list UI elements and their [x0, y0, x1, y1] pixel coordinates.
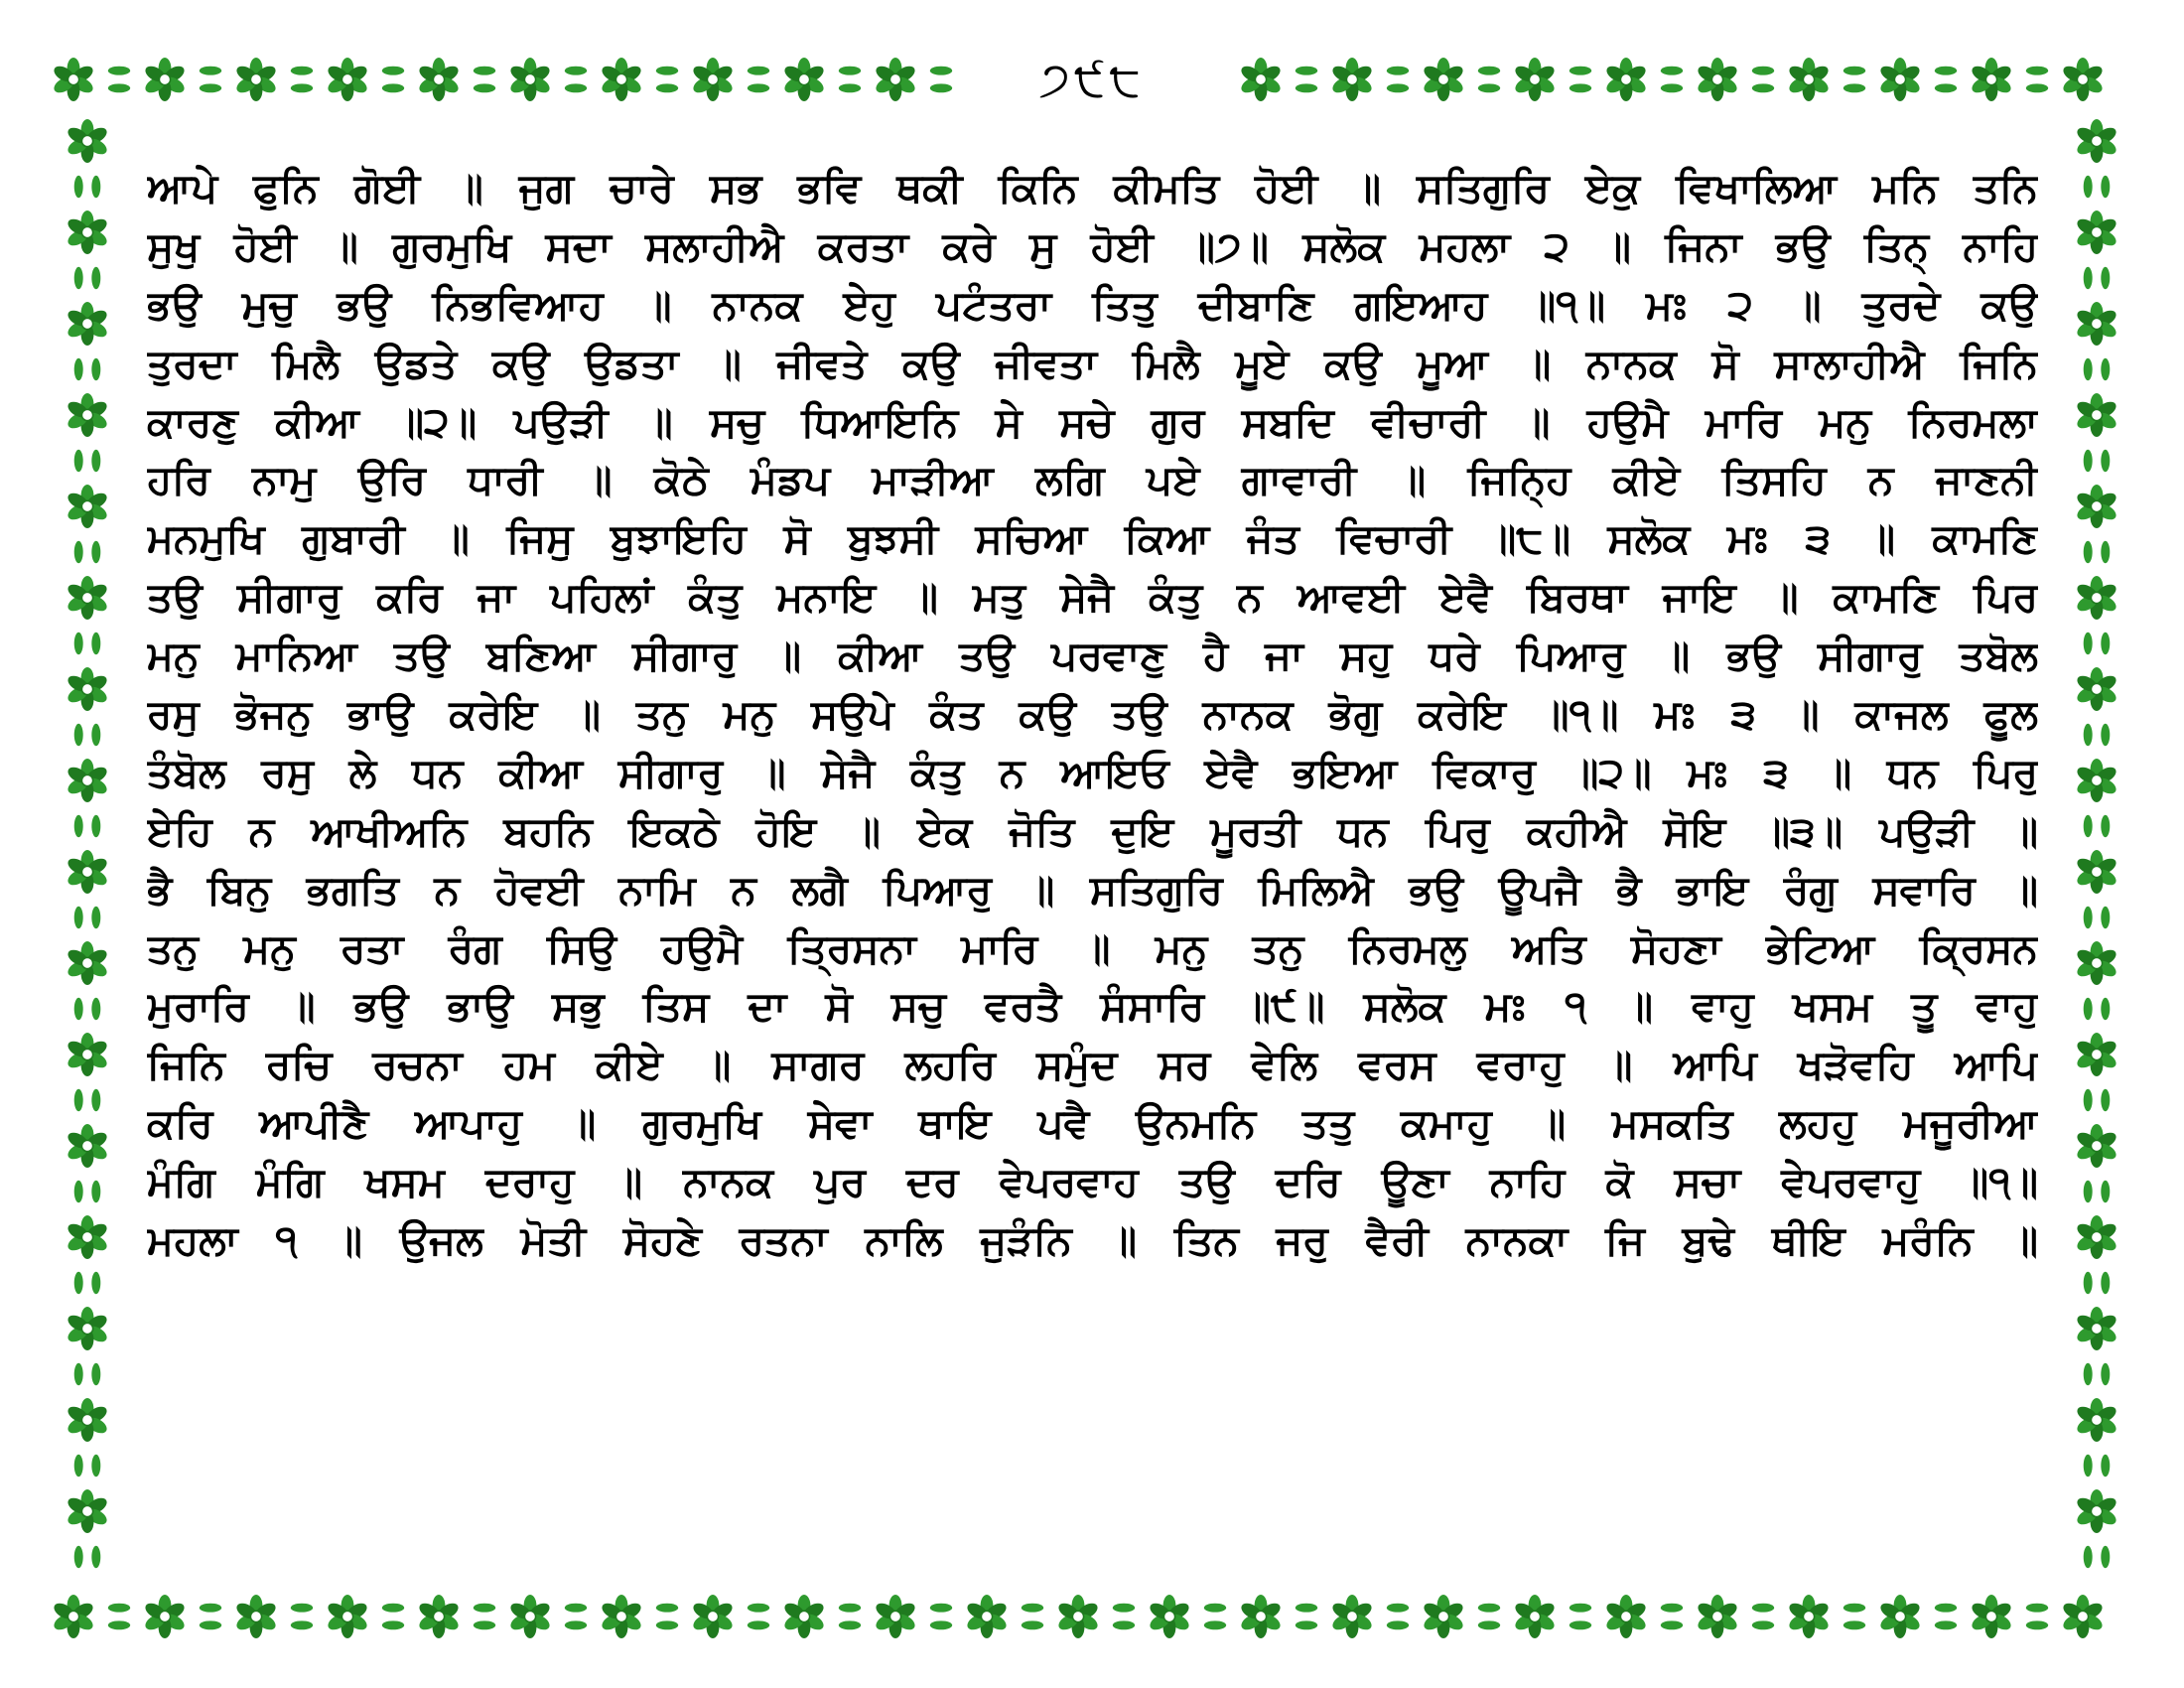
- leaf-icon: [656, 1604, 678, 1630]
- leaf-icon: [1935, 67, 1957, 93]
- flower-icon: [1878, 58, 1923, 101]
- leaf-icon: [1570, 67, 1591, 93]
- flower-icon: [2075, 485, 2119, 528]
- flower-icon: [1970, 58, 2014, 101]
- leaf-icon: [2084, 1089, 2111, 1111]
- flower-icon: [691, 58, 736, 101]
- leaf-icon: [474, 1604, 495, 1630]
- flower-icon: [2075, 211, 2119, 254]
- leaf-icon: [74, 1455, 101, 1477]
- flower-icon: [2061, 1595, 2106, 1638]
- leaf-icon: [74, 450, 101, 472]
- flower-icon: [417, 1595, 462, 1638]
- flower-icon: [2075, 941, 2119, 985]
- leaf-icon: [74, 267, 101, 289]
- leaf-icon: [2084, 633, 2111, 654]
- flower-icon: [1970, 1595, 2014, 1638]
- flower-icon: [1422, 58, 1466, 101]
- leaf-icon: [2084, 907, 2111, 928]
- flower-icon: [66, 1033, 110, 1076]
- flower-icon: [66, 850, 110, 894]
- flower-icon: [66, 1215, 110, 1259]
- page-number-box: [953, 40, 1231, 119]
- leaf-icon: [1387, 67, 1409, 93]
- flower-icon: [508, 58, 553, 101]
- flower-icon: [2075, 302, 2119, 346]
- leaf-icon: [200, 67, 221, 93]
- leaf-icon: [2084, 450, 2111, 472]
- text-line: ਜਿਨਿ ਰਚਿ ਰਚਨਾ ਹਮ ਕੀਏ ॥ ਸਾਗਰ ਲਹਰਿ ਸਮੁੰਦ ਸਰ ਵੇਲਿ ਵਰਸ ਵਰਾਹੁ ॥ ਆਪਿ ਖੜੋਵਹਿ ਆਪਿ: [147, 1041, 2038, 1089]
- text-line: ਮੰਗਿ ਮੰਗਿ ਖਸਮ ਦਰਾਹੁ ॥ ਨਾਨਕ ਪੁਰ ਦਰ ਵੇਪਰਵਾਹ ਤਉ ਦਰਿ ਊਣਾ ਨਾਹਿ ਕੋ ਸਚਾ ਵੇਪਰਵਾਹੁ ॥੧॥: [147, 1158, 2038, 1206]
- leaf-icon: [2084, 541, 2111, 563]
- leaf-icon: [1661, 1604, 1683, 1630]
- leaf-icon: [2026, 67, 2048, 93]
- leaf-icon: [2084, 724, 2111, 746]
- leaf-icon: [2084, 1272, 2111, 1294]
- flower-icon: [2075, 1489, 2119, 1533]
- text-line: ਤਨੁ ਮਨੁ ਰਤਾ ਰੰਗ ਸਿਉ ਹਉਮੈ ਤ੍ਰਿਸਨਾ ਮਾਰਿ ॥ ਮਨੁ ਤਨੁ ਨਿਰਮਲੁ ਅਤਿ ਸੋਹਣਾ ਭੇਟਿਆ ਕ੍ਰਿਸਨ: [147, 923, 2038, 972]
- text-line: ਹਰਿ ਨਾਮੁ ਉਰਿ ਧਾਰੀ ॥ ਕੋਠੇ ਮੰਡਪ ਮਾੜੀਆ ਲਗਿ ਪਏ ਗਾਵਾਰੀ ॥ ਜਿਨ੍ਹਿ ਕੀਏ ਤਿਸਹਿ ਨ ਜਾਣਨੀ: [147, 456, 2038, 504]
- leaf-icon: [108, 67, 130, 93]
- flower-icon: [66, 119, 110, 163]
- leaf-icon: [2084, 176, 2111, 198]
- leaf-icon: [1113, 1604, 1135, 1630]
- flower-icon: [66, 941, 110, 985]
- leaf-icon: [565, 1604, 587, 1630]
- text-line: ਮਹਲਾ ੧ ॥ ਉਜਲ ਮੋਤੀ ਸੋਹਣੇ ਰਤਨਾ ਨਾਲਿ ਜੁੜੰਨਿ ॥ ਤਿਨ ਜਰੁ ਵੈਰੀ ਨਾਨਕਾ ਜਿ ਬੁਢੇ ਥੀਇ ਮਰੰਨਿ ॥: [147, 1216, 2038, 1265]
- border-left: [50, 117, 125, 1579]
- leaf-icon: [74, 541, 101, 563]
- leaf-icon: [291, 1604, 313, 1630]
- text-line: ਸੁਖੁ ਹੋਈ ॥ ਗੁਰਮੁਖਿ ਸਦਾ ਸਲਾਹੀਐ ਕਰਤਾ ਕਰੇ ਸੁ ਹੋਈ ॥੭॥ ਸਲੋਕ ਮਹਲਾ ੨ ॥ ਜਿਨਾ ਭਉ ਤਿਨ੍ ਨਾਹਿ: [147, 221, 2038, 270]
- flower-icon: [1696, 1595, 1740, 1638]
- text-line: ਤੰਬੋਲ ਰਸੁ ਲੇ ਧਨ ਕੀਆ ਸੀਗਾਰੁ ॥ ਸੇਜੈ ਕੰਤੁ ਨ ਆਇਓ ਏਵੈ ਭਇਆ ਵਿਕਾਰੁ ॥੨॥ ਮਃ ੩ ॥ ਧਨ ਪਿਰੁ: [147, 748, 2038, 796]
- leaf-icon: [2084, 267, 2111, 289]
- leaf-icon: [1661, 67, 1683, 93]
- flower-icon: [874, 58, 918, 101]
- leaf-icon: [74, 998, 101, 1020]
- leaf-icon: [74, 1363, 101, 1385]
- leaf-icon: [474, 67, 495, 93]
- flower-icon: [1513, 1595, 1558, 1638]
- flower-icon: [66, 1398, 110, 1442]
- scripture-text: [147, 159, 2038, 1569]
- text-line: ਤੁਰਦਾ ਮਿਲੈ ਉਡਤੇ ਕਉ ਉਡਤਾ ॥ ਜੀਵਤੇ ਕਉ ਜੀਵਤਾ ਮਿਲੈ ਮੂਏ ਕਉ ਮੂਆ ॥ ਨਾਨਕ ਸੋ ਸਾਲਾਹੀਐ ਜਿਨਿ: [147, 339, 2038, 387]
- flower-icon: [143, 58, 188, 101]
- leaf-icon: [1752, 67, 1774, 93]
- flower-icon: [66, 1489, 110, 1533]
- text-line: ਆਪੇ ਫੁਨਿ ਗੋਈ ॥ ਜੁਗ ਚਾਰੇ ਸਭ ਭਵਿ ਥਕੀ ਕਿਨਿ ਕੀਮਤਿ ਹੋਈ ॥ ਸਤਿਗੁਰਿ ਏਕੁ ਵਿਖਾਲਿਆ ਮਨਿ ਤਨਿ: [147, 164, 2038, 211]
- leaf-icon: [382, 1604, 404, 1630]
- leaf-icon: [1296, 1604, 1317, 1630]
- flower-icon: [1239, 58, 1284, 101]
- flower-icon: [66, 1307, 110, 1350]
- flower-icon: [1696, 58, 1740, 101]
- flower-icon: [66, 576, 110, 620]
- flower-icon: [66, 302, 110, 346]
- flower-icon: [326, 1595, 370, 1638]
- flower-icon: [1787, 1595, 1832, 1638]
- leaf-icon: [74, 724, 101, 746]
- flower-icon: [2075, 393, 2119, 437]
- text-line: ਤਉ ਸੀਗਾਰੁ ਕਰਿ ਜਾ ਪਹਿਲਾਂ ਕੰਤੁ ਮਨਾਇ ॥ ਮਤੁ ਸੇਜੈ ਕੰਤੁ ਨ ਆਵਈ ਏਵੈ ਬਿਰਥਾ ਜਾਇ ॥ ਕਾਮਣਿ ਪਿਰ: [147, 573, 2038, 622]
- flower-icon: [600, 1595, 644, 1638]
- flower-icon: [1604, 58, 1649, 101]
- flower-icon: [417, 58, 462, 101]
- leaf-icon: [2084, 1455, 2111, 1477]
- flower-icon: [691, 1595, 736, 1638]
- flower-icon: [66, 667, 110, 711]
- leaf-icon: [2084, 1546, 2111, 1568]
- leaf-icon: [74, 815, 101, 837]
- text-line: ਏਹਿ ਨ ਆਖੀਅਨਿ ਬਹਨਿ ਇਕਠੇ ਹੋਇ ॥ ਏਕ ਜੋਤਿ ਦੁਇ ਮੂਰਤੀ ਧਨ ਪਿਰੁ ਕਹੀਐ ਸੋਇ ॥੩॥ ਪਉੜੀ ॥: [147, 806, 2038, 855]
- leaf-icon: [748, 67, 769, 93]
- leaf-icon: [74, 358, 101, 380]
- leaf-icon: [748, 1604, 769, 1630]
- leaf-icon: [74, 176, 101, 198]
- flower-icon: [874, 1595, 918, 1638]
- leaf-icon: [1935, 1604, 1957, 1630]
- leaf-icon: [1296, 67, 1317, 93]
- flower-icon: [1604, 1595, 1649, 1638]
- flower-icon: [2075, 1398, 2119, 1442]
- flower-icon: [2075, 119, 2119, 163]
- flower-icon: [2075, 1215, 2119, 1259]
- text-line: ਭਉ ਮੁਚੁ ਭਉ ਨਿਭਵਿਆਹ ॥ ਨਾਨਕ ਏਹੁ ਪਟੰਤਰਾ ਤਿਤੁ ਦੀਬਾਣਿ ਗਇਆਹ ॥੧॥ ਮਃ ੨ ॥ ਤੁਰਦੇ ਕਉ: [147, 280, 2038, 329]
- leaf-icon: [1570, 1604, 1591, 1630]
- flower-icon: [66, 485, 110, 528]
- leaf-icon: [291, 67, 313, 93]
- text-line: ਮੁਰਾਰਿ ॥ ਭਉ ਭਾਉ ਸਭੁ ਤਿਸ ਦਾ ਸੋ ਸਚੁ ਵਰਤੈ ਸੰਸਾਰਿ ॥੯॥ ਸਲੋਕ ਮਃ ੧ ॥ ਵਾਹੁ ਖਸਮ ਤੂ ਵਾਹੁ: [147, 982, 2038, 1031]
- flower-icon: [66, 393, 110, 437]
- leaf-icon: [1478, 1604, 1500, 1630]
- flower-icon: [326, 58, 370, 101]
- flower-icon: [234, 1595, 279, 1638]
- flower-icon: [52, 1595, 96, 1638]
- leaf-icon: [74, 1546, 101, 1568]
- text-line: ਮਨਮੁਖਿ ਗੁਬਾਰੀ ॥ ਜਿਸੁ ਬੁਝਾਇਹਿ ਸੋ ਬੁਝਸੀ ਸਚਿਆ ਕਿਆ ਜੰਤ ਵਿਚਾਰੀ ॥੮॥ ਸਲੋਕ ਮਃ ੩ ॥ ਕਾਮਣਿ: [147, 514, 2038, 563]
- flower-icon: [2075, 1307, 2119, 1350]
- flower-icon: [508, 1595, 553, 1638]
- flower-icon: [600, 58, 644, 101]
- leaf-icon: [2084, 1363, 2111, 1385]
- flower-icon: [1787, 58, 1832, 101]
- leaf-icon: [108, 1604, 130, 1630]
- flower-icon: [66, 759, 110, 802]
- flower-icon: [965, 1595, 1010, 1638]
- leaf-icon: [1022, 1604, 1043, 1630]
- page-number: ੭੯੮: [1038, 51, 1146, 107]
- leaf-icon: [839, 1604, 861, 1630]
- leaf-icon: [565, 67, 587, 93]
- leaf-icon: [656, 67, 678, 93]
- flower-icon: [1513, 58, 1558, 101]
- flower-icon: [234, 58, 279, 101]
- border-bottom: [50, 1579, 2134, 1654]
- flower-icon: [2075, 850, 2119, 894]
- leaf-icon: [200, 1604, 221, 1630]
- leaf-icon: [2026, 1604, 2048, 1630]
- flower-icon: [1239, 1595, 1284, 1638]
- floral-border-right-icon: [2059, 117, 2134, 1579]
- flower-icon: [1330, 1595, 1375, 1638]
- text-line: ਕਾਰਣੁ ਕੀਆ ॥੨॥ ਪਉੜੀ ॥ ਸਚੁ ਧਿਆਇਨਿ ਸੇ ਸਚੇ ਗੁਰ ਸਬਦਿ ਵੀਚਾਰੀ ॥ ਹਉਮੈ ਮਾਰਿ ਮਨੁ ਨਿਰਮਲਾ: [147, 397, 2038, 446]
- leaf-icon: [74, 907, 101, 928]
- flower-icon: [782, 1595, 827, 1638]
- leaf-icon: [382, 67, 404, 93]
- flower-icon: [1878, 1595, 1923, 1638]
- flower-icon: [2075, 576, 2119, 620]
- leaf-icon: [2084, 815, 2111, 837]
- leaf-icon: [2084, 1181, 2111, 1202]
- leaf-icon: [74, 1181, 101, 1202]
- flower-icon: [66, 211, 110, 254]
- leaf-icon: [74, 1089, 101, 1111]
- flower-icon: [782, 58, 827, 101]
- flower-icon: [2061, 58, 2106, 101]
- leaf-icon: [1752, 1604, 1774, 1630]
- flower-icon: [2075, 1124, 2119, 1168]
- leaf-icon: [839, 67, 861, 93]
- flower-icon: [2075, 667, 2119, 711]
- flower-icon: [1422, 1595, 1466, 1638]
- leaf-icon: [1204, 1604, 1226, 1630]
- text-line: ਮਨੁ ਮਾਨਿਆ ਤਉ ਬਣਿਆ ਸੀਗਾਰੁ ॥ ਕੀਆ ਤਉ ਪਰਵਾਣੁ ਹੈ ਜਾ ਸਹੁ ਧਰੇ ਪਿਆਰੁ ॥ ਭਉ ਸੀਗਾਰੁ ਤਬੋਲ: [147, 632, 2038, 680]
- leaf-icon: [2084, 358, 2111, 380]
- flower-icon: [143, 1595, 188, 1638]
- flower-icon: [1056, 1595, 1101, 1638]
- leaf-icon: [930, 1604, 952, 1630]
- text-line: ਕਰਿ ਆਪੀਣੈ ਆਪਾਹੁ ॥ ਗੁਰਮੁਖਿ ਸੇਵਾ ਥਾਇ ਪਵੈ ਉਨਮਨਿ ਤਤੁ ਕਮਾਹੁ ॥ ਮਸਕਤਿ ਲਹਹੁ ਮਜੂਰੀਆ: [147, 1099, 2038, 1148]
- leaf-icon: [930, 67, 952, 93]
- leaf-icon: [1843, 1604, 1865, 1630]
- leaf-icon: [74, 633, 101, 654]
- flower-icon: [1330, 58, 1375, 101]
- text-line: ਭੈ ਬਿਨੁ ਭਗਤਿ ਨ ਹੋਵਈ ਨਾਮਿ ਨ ਲਗੈ ਪਿਆਰੁ ॥ ਸਤਿਗੁਰਿ ਮਿਲਿਐ ਭਉ ਊਪਜੈ ਭੈ ਭਾਇ ਰੰਗੁ ਸਵਾਰਿ ॥: [147, 865, 2038, 914]
- leaf-icon: [1478, 67, 1500, 93]
- flower-icon: [2075, 1033, 2119, 1076]
- flower-icon: [66, 1124, 110, 1168]
- leaf-icon: [74, 1272, 101, 1294]
- text-line: ਰਸੁ ਭੋਜਨੁ ਭਾਉ ਕਰੇਇ ॥ ਤਨੁ ਮਨੁ ਸਉਪੇ ਕੰਤ ਕਉ ਤਉ ਨਾਨਕ ਭੋਗੁ ਕਰੇਇ ॥੧॥ ਮਃ ੩ ॥ ਕਾਜਲ ਫੂਲ: [147, 690, 2038, 739]
- flower-icon: [1148, 1595, 1192, 1638]
- floral-border-left-icon: [50, 117, 125, 1579]
- border-right: [2059, 117, 2134, 1579]
- floral-border-bottom-icon: [50, 1579, 2134, 1654]
- flower-icon: [2075, 759, 2119, 802]
- leaf-icon: [1387, 1604, 1409, 1630]
- flower-icon: [52, 58, 96, 101]
- leaf-icon: [1843, 67, 1865, 93]
- leaf-icon: [2084, 998, 2111, 1020]
